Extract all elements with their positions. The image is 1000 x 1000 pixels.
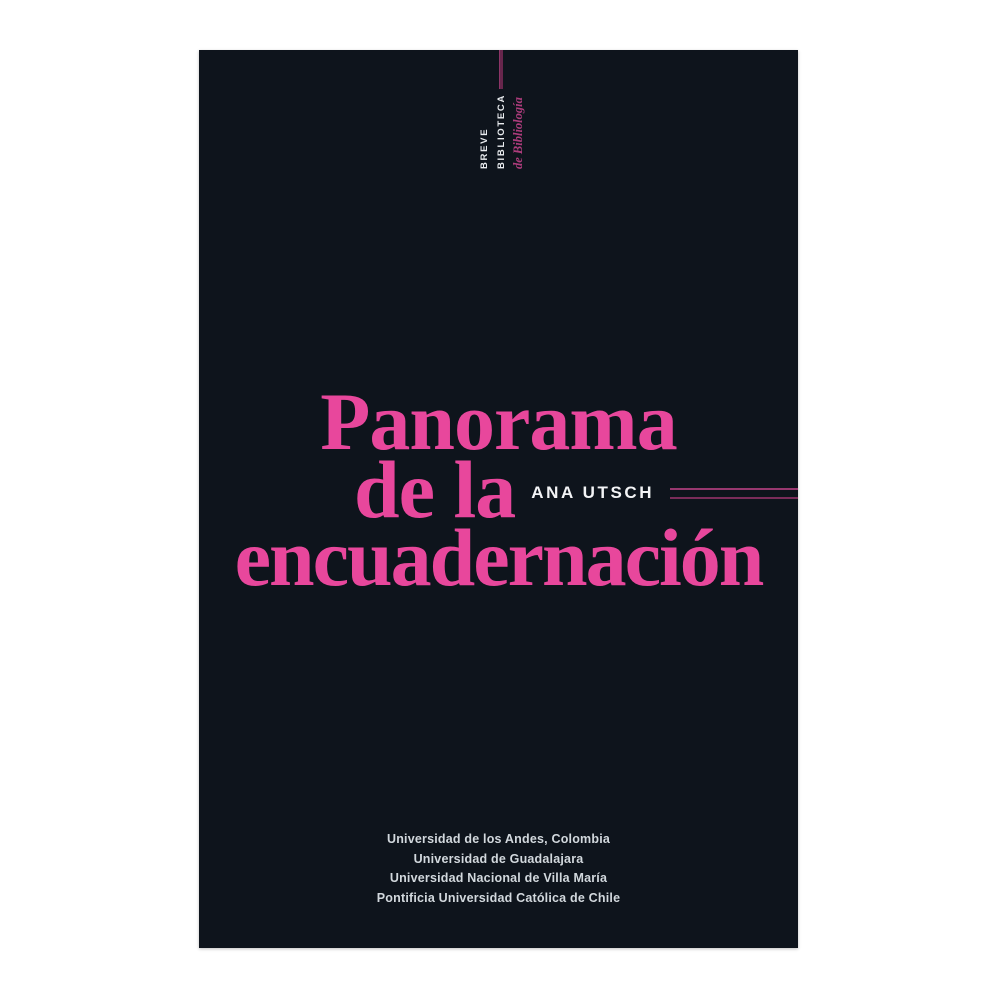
title-line-2: de la xyxy=(354,444,516,535)
publisher-line-3: Universidad Nacional de Villa María xyxy=(389,871,608,885)
author-name: ANA UTSCH xyxy=(531,483,655,502)
series-word-biblioteca: BIBLIOTECA xyxy=(495,93,507,169)
publisher-line-1: Universidad de los Andes, Colombia xyxy=(386,832,611,846)
title-line-1: Panorama xyxy=(320,376,677,467)
series-word-breve: BREVE xyxy=(479,127,490,169)
publishers-block xyxy=(199,830,798,908)
book-cover xyxy=(199,50,798,948)
series-row-biblioteca xyxy=(495,50,508,169)
author-rule-line xyxy=(670,488,798,499)
title-line-3: encuadernación xyxy=(234,512,763,603)
series-rule-line xyxy=(499,50,503,89)
series-rotated-text xyxy=(478,50,526,169)
publisher-line-2: Universidad de Guadalajara xyxy=(413,851,584,866)
series-subtitle: de Bibliología xyxy=(511,97,525,169)
series-block xyxy=(478,50,526,169)
title-block xyxy=(199,376,798,603)
publisher-line-4: Pontificia Universidad Católica de Chile xyxy=(376,890,621,905)
